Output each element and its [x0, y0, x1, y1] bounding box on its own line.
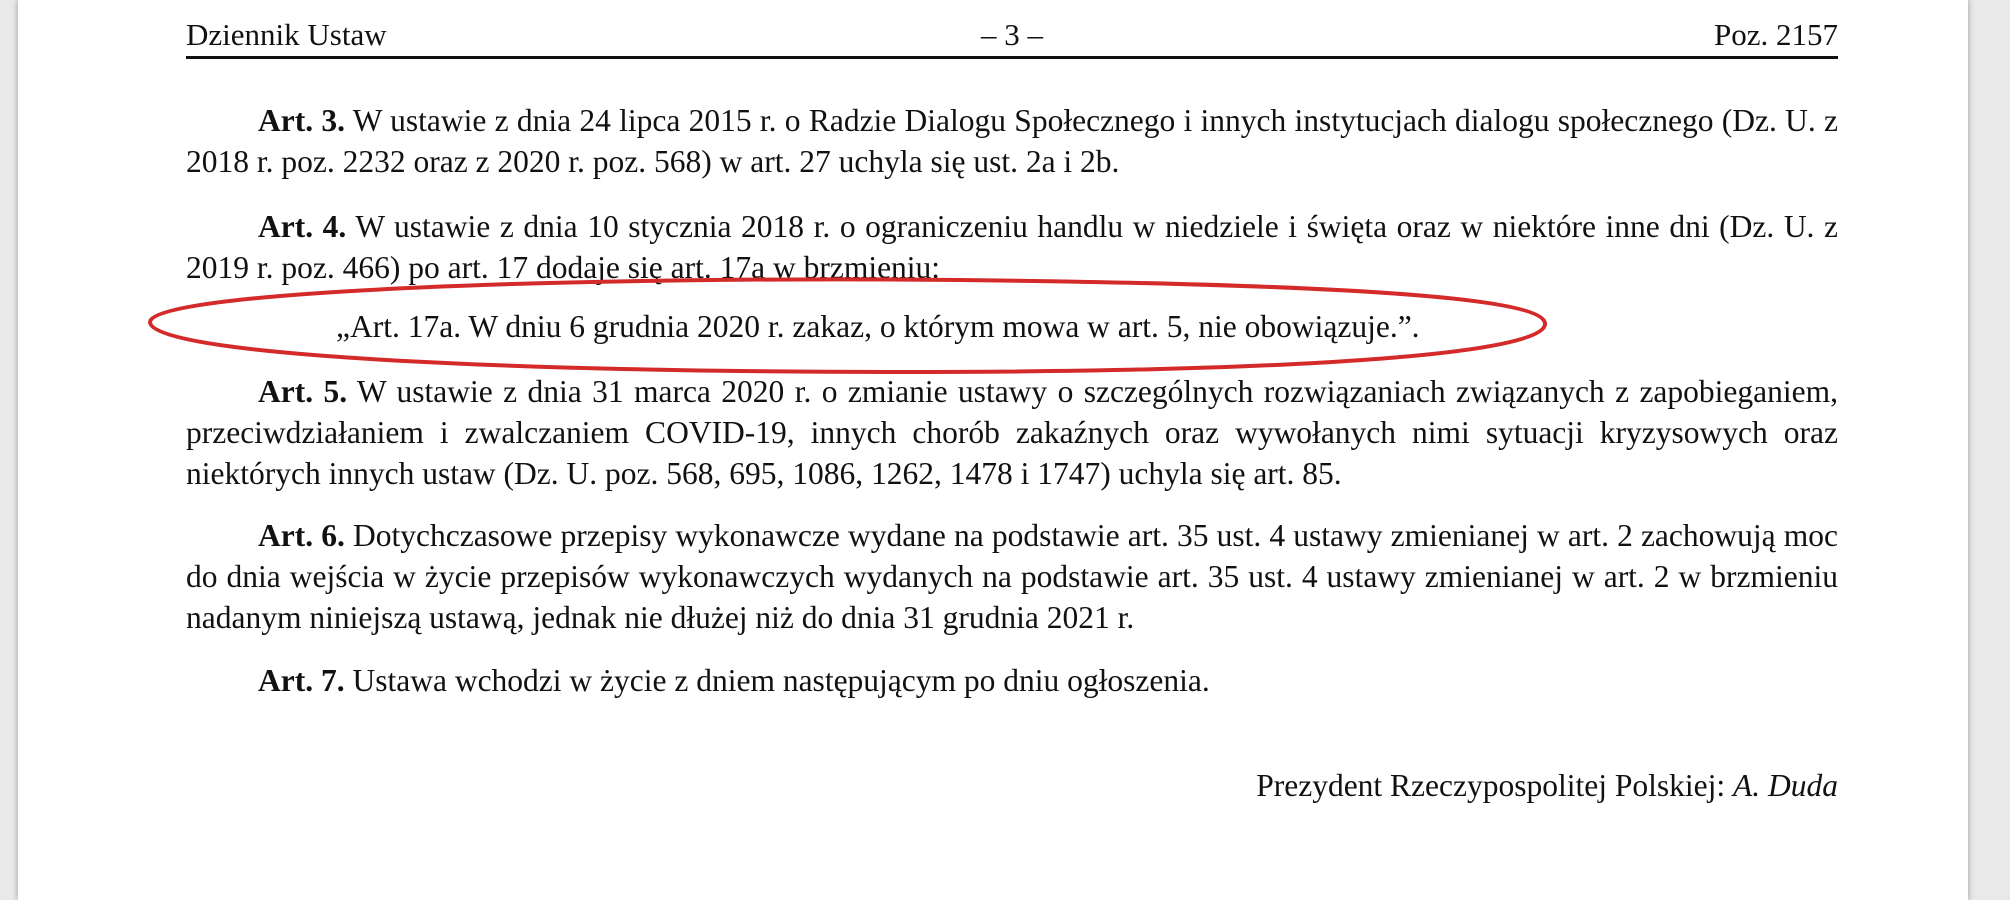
signature-name: A. Duda: [1733, 768, 1838, 803]
article-7: [186, 660, 1838, 701]
article-7-text: Ustawa wchodzi w życie z dniem następującym po dniu ogłoszenia.: [352, 663, 1210, 698]
article-4: [186, 206, 1838, 288]
article-5-text: W ustawie z dnia 31 marca 2020 r. o zmianie ustawy o szczególnych rozwiązaniach związanych z zapobieganiem, przeciwdziałaniem i zwalczaniem COVID-19, innych chorób zakaźnych oraz wywołanych nimi sytuacji kryzysowych oraz niektórych innych ustaw (Dz. U. poz. 568, 695, 1086, 1262, 1478 i 1747) uchyla się art. 85.: [186, 374, 1838, 491]
article-6-label: Art. 6.: [258, 518, 345, 553]
document-page: [18, 0, 1968, 900]
signature-title: Prezydent Rzeczypospolitej Polskiej:: [1256, 768, 1726, 803]
position-number: Poz. 2157: [1714, 17, 1838, 52]
article-6-text: Dotychczasowe przepisy wykonawcze wydane na podstawie art. 35 ust. 4 ustawy zmienianej w art. 2 zachowują moc do dnia wejścia w życie przepisów wykonawczych wydanych na podstawie art. 35 ust. 4 ustawy zmienianej w art. 2 w brzmieniu nadanym niniejszą ustawą, jednak nie dłużej niż do dnia 31 grudnia 2021 r.: [186, 518, 1838, 635]
journal-title: Dziennik Ustaw: [186, 17, 387, 52]
article-5: [186, 371, 1838, 494]
page-header: [186, 0, 1838, 59]
page-content: [186, 0, 1838, 803]
signature: [1256, 765, 1838, 806]
article-6: [186, 515, 1838, 638]
article-3: [186, 100, 1838, 182]
article-5-label: Art. 5.: [258, 374, 348, 409]
page-number: – 3 –: [981, 17, 1043, 52]
quoted-provision-text: „Art. 17a. W dniu 6 grudnia 2020 r. zakaz, o którym mowa w art. 5, nie obowiązuje.”.: [336, 309, 1420, 344]
article-7-label: Art. 7.: [258, 663, 345, 698]
article-3-label: Art. 3.: [258, 103, 345, 138]
article-3-text: W ustawie z dnia 24 lipca 2015 r. o Radzie Dialogu Społecznego i innych instytucjach dialogu społecznego (Dz. U. z 2018 r. poz. 2232 oraz z 2020 r. poz. 568) w art. 27 uchyla się ust. 2a i 2b.: [186, 103, 1838, 179]
article-4-label: Art. 4.: [258, 209, 347, 244]
article-4-text: W ustawie z dnia 10 stycznia 2018 r. o ograniczeniu handlu w niedziele i święta oraz w niektóre inne dni (Dz. U. z 2019 r. poz. 466) po art. 17 dodaje się art. 17a w brzmieniu:: [186, 209, 1838, 285]
